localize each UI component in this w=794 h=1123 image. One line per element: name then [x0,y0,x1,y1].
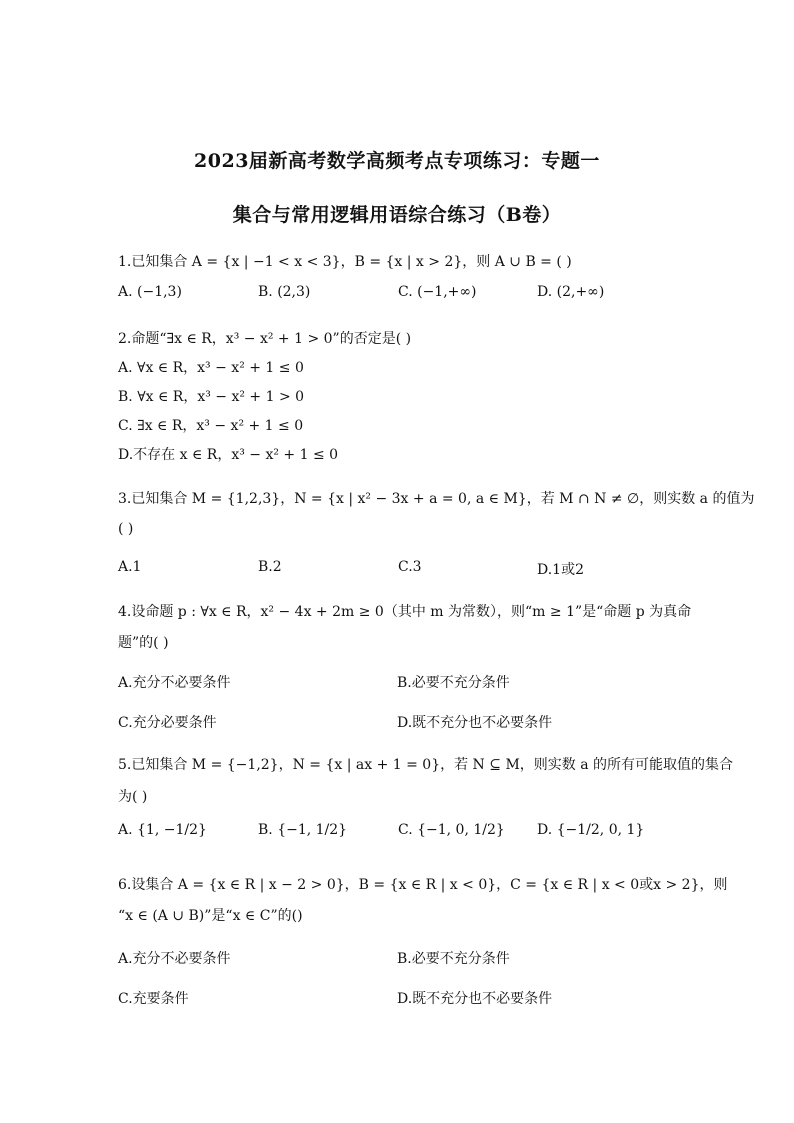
question-3-option-b: B.2 [258,559,282,575]
question-5-option-b: B. {−1, 1/2} [258,822,348,838]
question-4-option-d: D.既不充分也不必要条件 [397,715,553,731]
title-line-2: 集合与常用逻辑用语综合练习（B卷） [232,204,562,226]
question-6-stem-cont: “x ∈ (A ∪ B)”是“x ∈ C”的() [118,908,303,924]
question-1-stem: 1.已知集合 A = {x | −1 < x < 3}，B = {x | x > 2}，则 A ∪ B = ( ) [118,254,572,270]
question-6-option-c: C.充要条件 [118,991,189,1007]
question-6-option-a: A.充分不必要条件 [118,951,231,967]
question-3-option-d: D.1或2 [537,562,584,578]
question-2-option-a: A. ∀x ∈ R，x³ − x² + 1 ≤ 0 [118,360,304,376]
question-5-option-a: A. {1, −1/2} [118,822,207,838]
question-1-option-c: C. (−1,+∞) [398,284,477,300]
question-6-stem: 6.设集合 A = {x ∈ R | x − 2 > 0}，B = {x ∈ R | x < 0}，C = {x ∈ R | x < 0或x > 2}，则 [118,877,728,893]
question-4-option-b: B.必要不充分条件 [397,675,510,691]
question-3-stem: 3.已知集合 M = {1,2,3}，N = {x | x² − 3x + a = 0, a ∈ M}，若 M ∩ N ≠ ∅，则实数 a 的值为 [118,491,755,507]
question-5-stem-cont: 为( ) [118,789,148,805]
question-1-option-d: D. (2,+∞) [537,284,605,300]
question-2-option-b: B. ∀x ∈ R，x³ − x² + 1 > 0 [118,389,305,405]
question-3-stem-cont: ( ) [118,521,134,537]
question-1-option-b: B. (2,3) [258,284,311,300]
question-2-option-c: C. ∃x ∈ R，x³ − x² + 1 ≤ 0 [118,418,304,434]
question-5-option-c: C. {−1, 0, 1/2} [398,822,505,838]
question-4-option-c: C.充分必要条件 [118,715,217,731]
question-5-stem: 5.已知集合 M = {−1,2}，N = {x | ax + 1 = 0}，若 N ⊆ M，则实数 a 的所有可能取值的集合 [118,757,734,773]
question-2-stem: 2.命题“∃x ∈ R，x³ − x² + 1 > 0”的否定是( ) [118,331,412,347]
question-4-option-a: A.充分不必要条件 [118,675,231,691]
title-line-1: 2023届新高考数学高频考点专项练习：专题一 [194,150,600,172]
question-6-option-b: B.必要不充分条件 [397,951,510,967]
question-4-stem: 4.设命题 p : ∀x ∈ R，x² − 4x + 2m ≥ 0（其中 m 为常数），则“m ≥ 1”是“命题 p 为真命 [118,604,692,620]
question-3-option-a: A.1 [118,559,142,575]
question-6-option-d: D.既不充分也不必要条件 [397,991,553,1007]
question-2-option-d: D.不存在 x ∈ R，x³ − x² + 1 ≤ 0 [118,447,339,463]
question-3-option-c: C.3 [398,559,422,575]
question-5-option-d: D. {−1/2, 0, 1} [537,822,645,838]
question-1-option-a: A. (−1,3) [118,284,182,300]
question-4-stem-cont: 题”的( ) [118,635,169,651]
